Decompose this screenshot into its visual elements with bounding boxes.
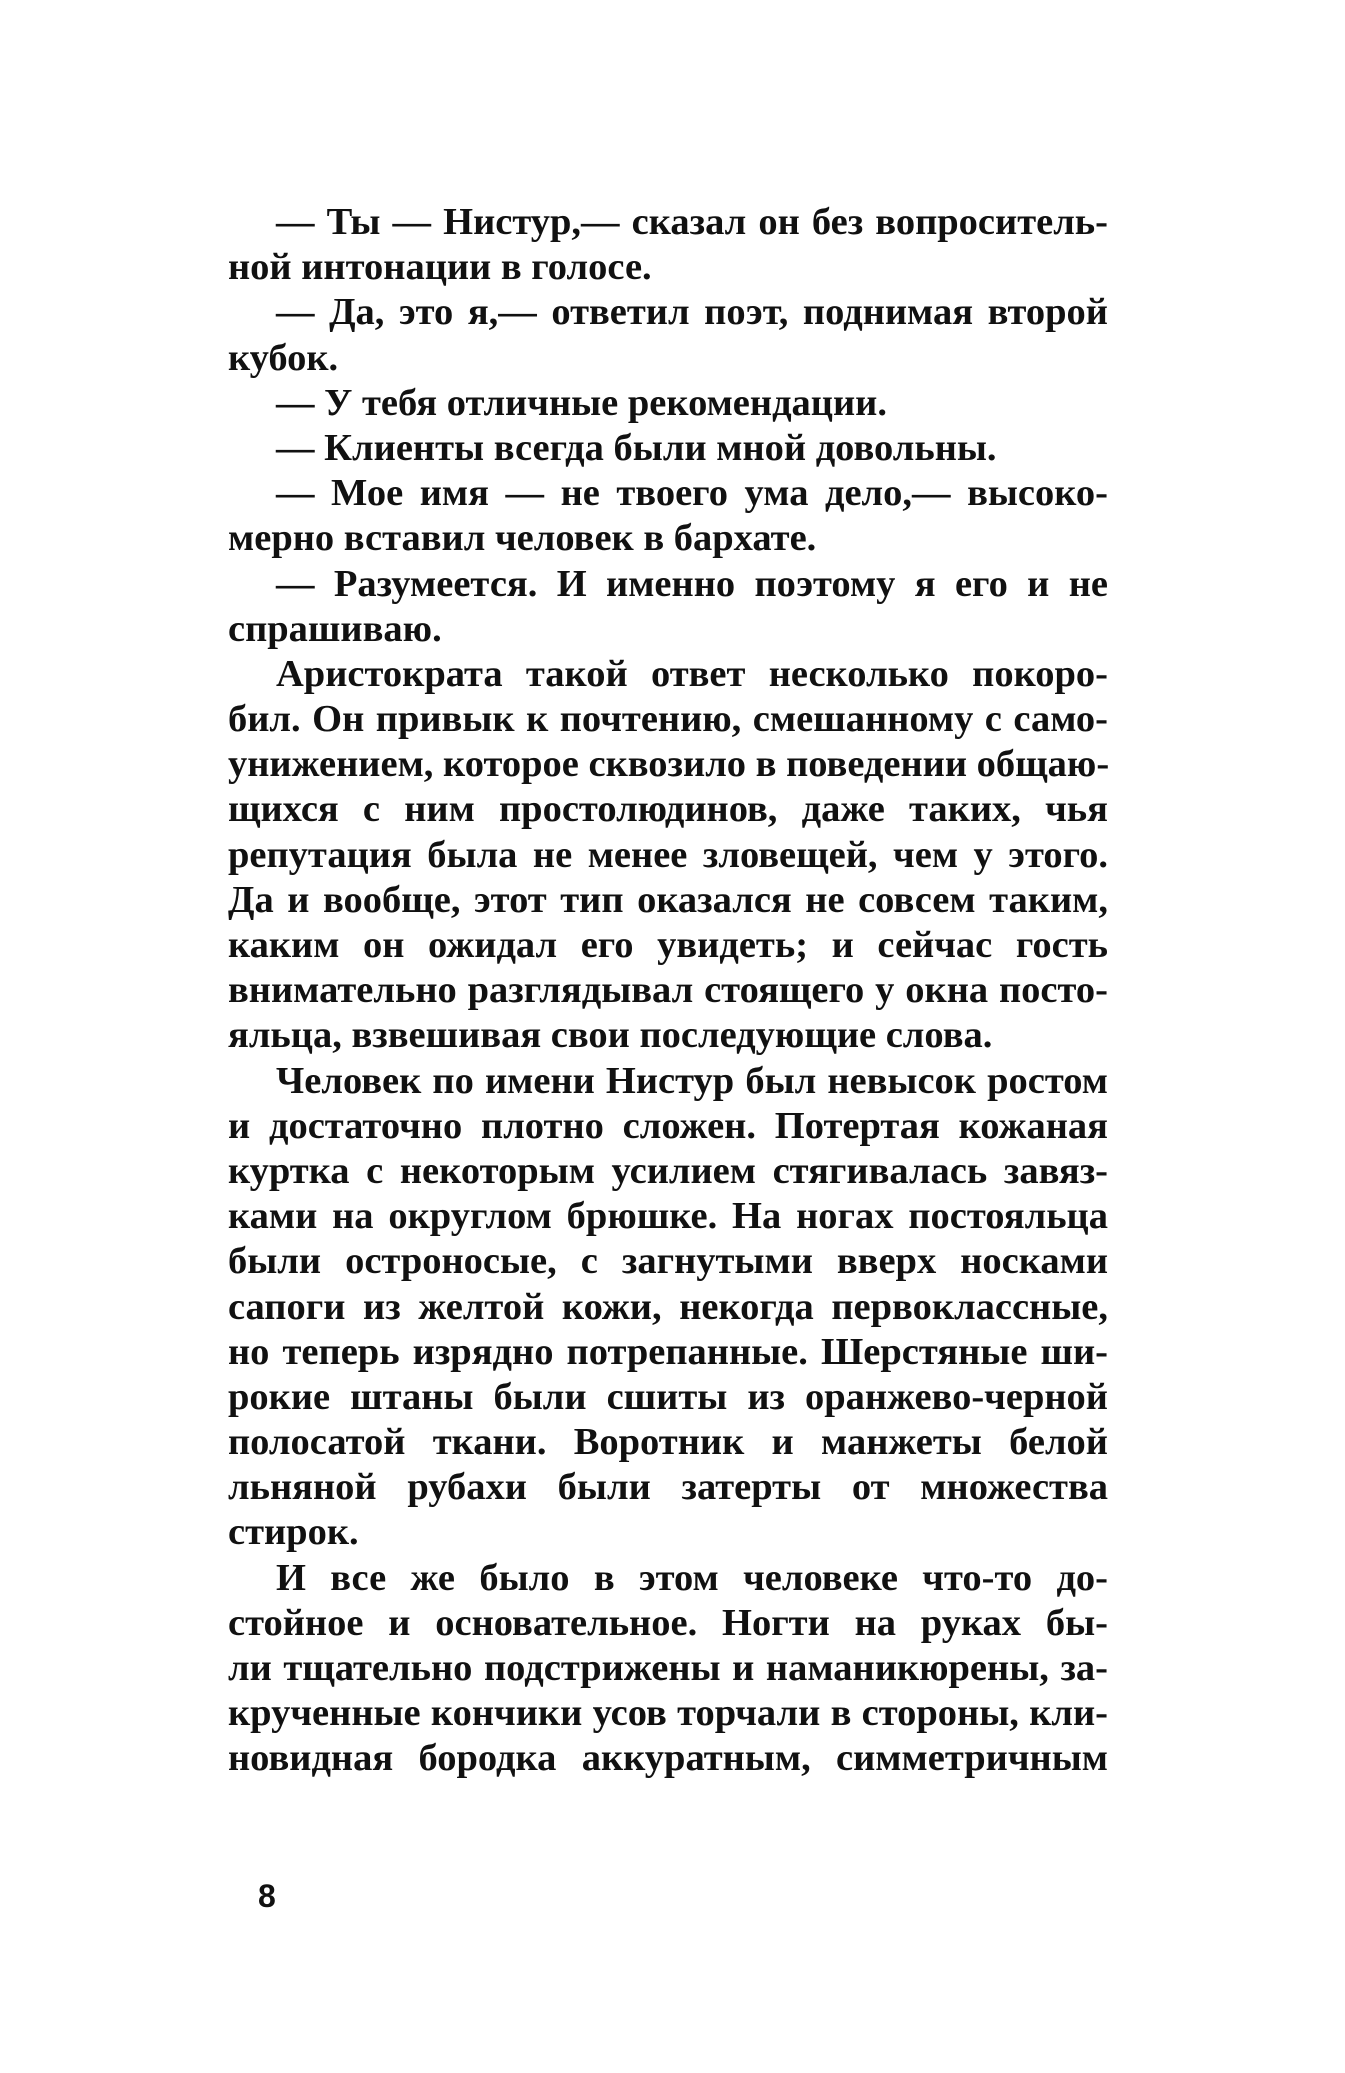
text-line: внимательно разглядывал стоящего у окна посто- [228,969,1108,1012]
text-line: полосатой ткани. Воротник и манжеты белой [228,1421,1108,1464]
text-line: каким он ожидал его увидеть; и сейчас гость [228,924,1108,966]
text-line: — Разумеется. И именно поэтому я его и не [276,562,1108,605]
body-text [228,200,1108,1782]
text-line: были остроносые, с загнутыми вверх носками [228,1240,1108,1283]
text-line: — У тебя отличные рекомендации. [276,381,887,424]
page-number: 8 [258,1878,276,1914]
text-line: И все же было в этом человеке что-то до- [276,1556,1108,1599]
text-line: и достаточно плотно сложен. Потертая кожаная [228,1104,1108,1147]
text-line: мерно вставил человек в бархате. [228,517,817,560]
text-line: стойное и основательное. Ногти на руках бы- [228,1601,1108,1644]
text-line: щихся с ним простолюдинов, даже таких, чья [228,788,1108,831]
text-line: — Клиенты всегда были мной довольны. [276,426,997,469]
text-line: Да и вообще, этот тип оказался не совсем таким, [228,878,1108,921]
text-line: но теперь изрядно потрепанные. Шерстяные ши- [228,1330,1108,1373]
text-line: кубок. [228,336,339,379]
text-line: ли тщательно подстрижены и наманикюрены, за- [228,1647,1108,1689]
text-line: Человек по имени Нистур был невысок ростом [276,1059,1108,1102]
text-line: куртка с некоторым усилием стягивалась завяз- [228,1149,1108,1192]
text-line: крученные кончики усов торчали в стороны, кли- [228,1692,1108,1735]
text-line: сапоги из желтой кожи, некогда первоклассные, [228,1285,1108,1328]
text-line: спрашиваю. [228,607,442,650]
text-line: новидная бородка аккуратным, симметричным [228,1737,1108,1780]
text-line: ками на округлом брюшке. На ногах постояльца [228,1195,1108,1238]
text-line: — Ты — Нистур,— сказал он без вопроситель- [276,201,1108,243]
text-line: Аристократа такой ответ несколько покоро- [276,652,1108,695]
text-line: ной интонации в голосе. [228,246,652,289]
text-line: бил. Он привык к почтению, смешанному с само- [228,698,1108,741]
text-line: унижением, которое сквозило в поведении общаю- [228,743,1110,786]
text-line: стирок. [228,1511,359,1554]
text-line: яльца, взвешивая свои последующие слова. [228,1014,993,1057]
text-line: льняной рубахи были затерты от множества [228,1466,1108,1509]
text-line: — Мое имя — не твоего ума дело,— высоко- [276,472,1108,515]
text-line: рокие штаны были сшиты из оранжево-черной [228,1375,1108,1418]
text-line: репутация была не менее зловещей, чем у этого. [228,833,1108,876]
text-line: — Да, это я,— ответил поэт, поднимая второй [276,291,1108,334]
